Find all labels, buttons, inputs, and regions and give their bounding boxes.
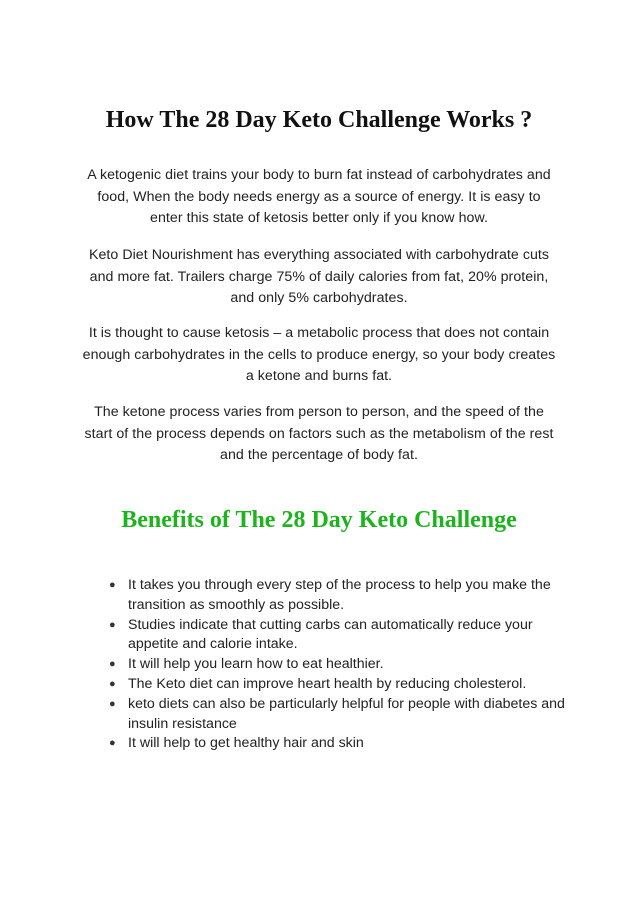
bullet-icon: ● bbox=[109, 697, 116, 710]
list-item bbox=[109, 734, 568, 754]
paragraph-ketone-process: The ketone process varies from person to person, and the speed of the start of the process depends on factors such as the metabolism of the rest and the percentage of body fat. bbox=[84, 404, 554, 463]
list-item bbox=[109, 616, 568, 656]
list-item-text: The Keto diet can improve heart health by reducing cholesterol. bbox=[128, 675, 527, 692]
list-item bbox=[109, 655, 568, 675]
benefits-list bbox=[109, 576, 568, 754]
bullet-icon: ● bbox=[109, 618, 116, 631]
bullet-icon: ● bbox=[109, 737, 116, 750]
bullet-icon: ● bbox=[109, 658, 116, 671]
list-item-text: keto diets can also be particularly helpful for people with diabetes and insulin resistance bbox=[128, 695, 565, 732]
list-item-text: Studies indicate that cutting carbs can automatically reduce your appetite and calorie intake. bbox=[128, 616, 533, 653]
list-item-text: It takes you through every step of the process to help you make the transition as smoothly as possible. bbox=[128, 577, 551, 613]
list-item-text: It will help you learn how to eat healthier. bbox=[128, 656, 384, 673]
paragraph-ketosis: It is thought to cause ketosis – a metabolic process that does not contain enough carbohydrates in the cells to produce energy, so your body creates a ketone and burns fat. bbox=[82, 325, 556, 384]
list-item bbox=[109, 695, 568, 735]
list-item-text: It will help to get healthy hair and skin bbox=[128, 735, 364, 752]
benefits-heading: Benefits of The 28 Day Keto Challenge bbox=[121, 507, 517, 533]
list-item bbox=[109, 675, 568, 695]
paragraph-intro: A ketogenic diet trains your body to burn fat instead of carbohydrates and food, When the body needs energy as a source of energy. It is easy to enter this state of ketosis better only if you know how. bbox=[87, 167, 551, 226]
list-item bbox=[109, 576, 568, 616]
bullet-icon: ● bbox=[109, 579, 116, 591]
page-title: How The 28 Day Keto Challenge Works ? bbox=[105, 107, 533, 133]
paragraph-nourishment: Keto Diet Nourishment has everything associated with carbohydrate cuts and more fat. Trailers charge 75% of daily calories from fat, 20% protein, and only 5% carbohydrates. bbox=[88, 247, 550, 306]
bullet-icon: ● bbox=[109, 677, 116, 690]
